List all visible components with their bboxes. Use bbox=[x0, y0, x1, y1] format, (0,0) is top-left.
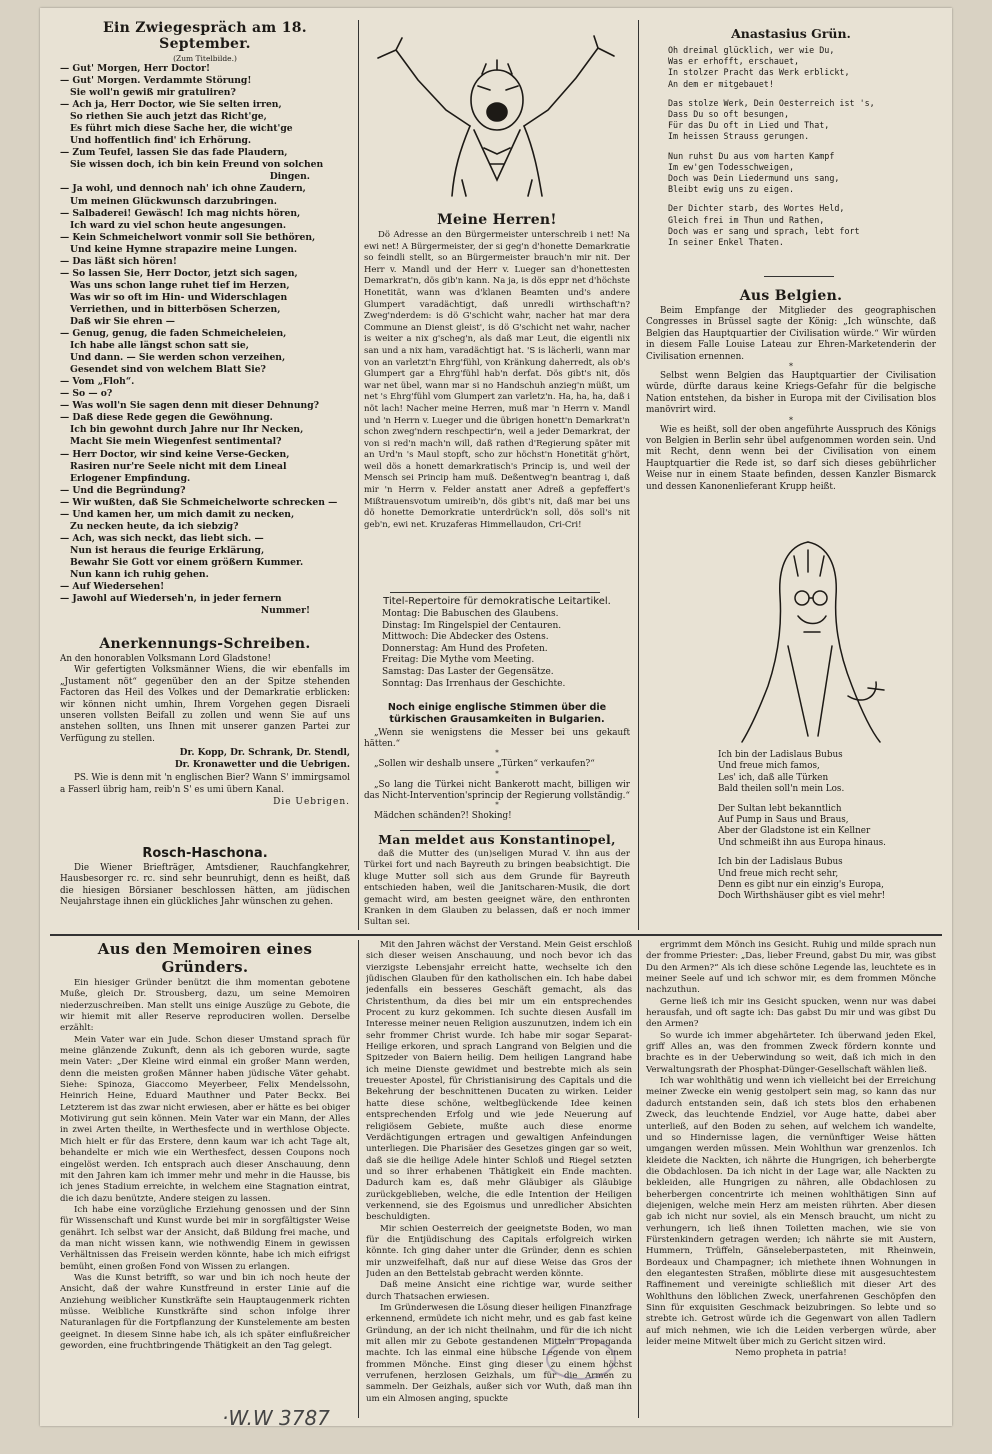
dialogue-line: — Auf Wiedersehen! bbox=[60, 581, 165, 593]
bubus-poem-line: Ich bin der Ladislaus Bubus bbox=[718, 750, 843, 760]
gruen-poem-line: In stolzer Pracht das Werk erblickt, bbox=[668, 67, 850, 78]
column-rule-1 bbox=[358, 20, 359, 930]
stimmen-asterisk: * bbox=[495, 801, 499, 810]
gruen-poem-line: An dem er mitgebauet! bbox=[668, 78, 774, 89]
herren-title: Meine Herren! bbox=[437, 212, 557, 228]
bubus-poem-line: Bald theilen soll'n mein Los. bbox=[718, 784, 845, 795]
dialogue-line: — Gut' Morgen, Herr Doctor! bbox=[60, 63, 210, 74]
dialogue-line: Verriethen, und in bitterbösen Scherzen, bbox=[70, 303, 281, 315]
dialogue-line: Was wir so oft im Hin- und Widerschlagen bbox=[70, 291, 288, 303]
repertoire-item: Montag: Die Babuschen des Glaubens. bbox=[382, 609, 559, 619]
bubus-article bbox=[646, 750, 936, 930]
dialogue-line: Gesendet sind von welchem Blatt Sie? bbox=[70, 364, 266, 376]
dialogue-subtitle: (Zum Titelbilde.) bbox=[173, 54, 237, 63]
bubus-poem-line: Auf Pump in Saus und Braus, bbox=[718, 815, 849, 826]
rosch-body: Die Wiener Briefträger, Amtsdiener, Rauchfangkehrer, Hausbesorger rc. rc. sind sehr beunruhigt, denn es heißt, daß die hiesigen Börsianer beschlossen hätten, am jüdischen Neujahrstage ihnen ein glückliches Jahr wünschen zu gehen. bbox=[60, 863, 350, 908]
anerkennung-title: Anerkennungs-Schreiben. bbox=[99, 636, 311, 652]
gruen-poem-stanza bbox=[668, 45, 936, 90]
dialogue-line: Dingen. bbox=[269, 171, 310, 183]
dialogue-line: Zu necken heute, da ich siebzig? bbox=[70, 520, 239, 532]
memoiren-paragraph: Ich war wohlthätig und wenn ich vielleicht bei der Erreichung meiner Zwecke ein wenig gestolpert sein mag, so kann das nur dadurch entstanden sein, daß ich stets blos den erhabenen Zweck, das leuchtende Endziel, vor Auge hatte, dabei aber unterließ, auf den Boden zu sehen, auf welchem ich wandelte, und so Hindernisse lagen, die vernünftiger Weise hätten umgangen werden müssen. Mein Wohlthun war grenzenlos. Ich kleidete die Nackten, ich nährte die Hungrigen, ich beherbergte die Obdachlosen. Da ich nicht in der Lage war, alle Nackten zu bekleiden, alle Hungrigen zu nähren, alle Obdachlosen zu beherbergen concentrirte ich meinen wohlthätigen Sinn auf diejenigen, welche mein Herz am meisten rührten. Aber diesen gab ich nicht nur soviel, als ein Mensch braucht, um nicht zu verhungern, ich ließ ihnen Toiletten machen, wie sie von Fürstenkindern getragen werden; ich nährte sie mit Austern, Hummern, Trüffeln, Gänseleberpasteten, mit Rheinwein, Bordeaux und Champagner; ich miethete ihnen Wohnungen in den elegantesten Straßen, möblirte diese mit ausgesuchtestem Raffinement und vereinigte schließlich mit dieser Art des Wohlthuns den löblichen Zweck, unerfahrenen Geschöpfen den Sinn für exquisiten Geschmack beizubringen. So lebte und so strebte ich. Getrost würde ich die Gegenwart von allen Tadlern auf mich nehmen, wie ich die Leiden verbergen würde, aber leider meine Mitwelt über mich zu Gericht sitzen wird. bbox=[646, 1076, 936, 1348]
dialogue-line: — Herr Doctor, wir sind keine Verse-Gecken, bbox=[60, 448, 290, 460]
rosch-title: Rosch-Haschona. bbox=[142, 846, 268, 861]
memoiren-paragraph: Was die Kunst betrifft, so war und bin ich noch heute der Ansicht, daß der wahre Kunstfreund in erster Linie auf die Anziehung weiblicher Kunstkräfte sein Hauptaugenmerk richten müsse. Weibliche Kunstkräfte sind schon infolge ihrer Naturanlagen für die Fortpflanzung der Kunstelemente am besten geeignet. In diesem Sinne habe ich, als ich später einflußreicher geworden, eine fruchtbringende Thätigkeit an den Tag gelegt. bbox=[60, 1272, 350, 1351]
call-number: ·W.W 3787 bbox=[222, 1406, 330, 1426]
gruen-poem-line: Im heissen Strauss gerungen. bbox=[668, 131, 810, 142]
gruen-poem-line: Dass Du so oft besungen, bbox=[668, 109, 790, 120]
repertoire-item: Freitag: Die Mythe vom Meeting. bbox=[382, 655, 535, 666]
anerkennung-ps: PS. Wie is denn mit 'n englischen Bier? Wann S' immirgsamol a Fasserl übrig ham, reib'n S' es umi übern Kanal. bbox=[60, 773, 350, 795]
column-rule-4 bbox=[638, 940, 639, 1418]
dialogue-line: Macht Sie mein Wiegenfest sentimental? bbox=[70, 436, 282, 448]
memoiren-paragraph: Nemo propheta in patria! bbox=[735, 1348, 847, 1359]
bubus-poem-line: Der Sultan lebt bekanntlich bbox=[718, 803, 842, 814]
dialogue-line: — Salbaderei! Gewäsch! Ich mag nichts hören, bbox=[60, 207, 301, 219]
dialogue-line: Ich bin gewohnt durch Jahre nur Ihr Necken, bbox=[70, 424, 304, 436]
cloaked-figure-illustration bbox=[728, 536, 898, 746]
belgien-title: Aus Belgien. bbox=[739, 288, 843, 304]
belgien-para-3: Wie es heißt, soll der oben angeführte Ausspruch des Königs von Belgien in Berlin sehr übel aufgenommen worden sein. Und mit Recht, denn wenn bei der Civilisation von einem Hauptquartier die Rede ist, so darf sich dieses gebührlicher Weise nur in einem Staate befinden, dessen Kanzler Bismarck und dessen Kanonenlieferant Krupp heißt. bbox=[646, 424, 936, 492]
bubus-poem-line: Les' ich, daß alle Türken bbox=[718, 772, 829, 783]
dialogue-line: — Gut' Morgen. Verdammte Störung! bbox=[60, 75, 252, 87]
dialogue-line: Nun kann ich ruhig gehen. bbox=[70, 568, 209, 580]
dialogue-line: Und keine Hymne strapazire meine Lungen. bbox=[70, 243, 298, 255]
dialogue-line: Was uns schon lange ruhet tief im Herzen, bbox=[70, 279, 290, 291]
stimmen-title: Noch einige englische Stimmen über die türkischen Grausamkeiten in Bulgarien. bbox=[387, 702, 607, 725]
memoiren-paragraph: ergrimmt dem Mönch ins Gesicht. Ruhig und milde sprach nun der fromme Priester: „Das, lieber Freund, gabst Du mir, was gibst Du den Armen?“ Als ich diese schöne Legende las, leuchtete es in meiner Seele auf und ich schwor mir, es dem frommen Mönche nachzuthun. bbox=[646, 940, 936, 996]
dialogue-line: — So — o? bbox=[60, 388, 113, 400]
dialogue-column bbox=[60, 20, 350, 632]
herren-article bbox=[364, 212, 630, 588]
rosch-article bbox=[60, 846, 350, 926]
memoiren-paragraph: So wurde ich immer abgehärteter. Ich überwand jeden Ekel, griff Alles an, was den frommen Zweck fördern konnte und brachte es in der Ueberwindung so weit, daß ich mich in den Verwaltungsrath der Phosphat-Dünger-Gesellschaft wählen ließ. bbox=[646, 1030, 936, 1075]
gruen-poem-line: Nun ruhst Du aus vom harten Kampf bbox=[668, 150, 835, 161]
gruen-poem-line: Für das Du oft in Lied und That, bbox=[668, 120, 830, 131]
memoiren-paragraph: Mir schien Oesterreich der geeignetste Boden, wo man für die Entjüdischung des Capitals erfolgreich wirken könnte. Ich ging daher unter die Gründer, denn es schien mir unzweifelhaft, daß nur auf diese Weise das Gros der Juden an den Bettelstab gebracht werden könnte. bbox=[366, 1223, 632, 1279]
anerkennung-salutation: An den honorablen Volksmann Lord Gladstone! bbox=[60, 654, 272, 664]
dialogue-line: — Ach, was sich neckt, das liebt sich. — bbox=[60, 532, 264, 544]
dialogue-line: — Wir wußten, daß Sie Schmeichelworte schrecken — bbox=[60, 496, 338, 508]
stimmen-quote: „So lang die Türkei nicht Bankerott macht, billigen wir das Nicht-Intervention'sprincip der Regierung vollständig.“ bbox=[364, 779, 630, 801]
gruen-poem-line: Der Dichter starb, des Wortes Held, bbox=[668, 203, 845, 214]
dialogue-line: Rasiren nur're Seele nicht mit dem Lineal bbox=[70, 460, 287, 472]
anerkennung-ps-signature: Die Uebrigen. bbox=[273, 797, 350, 808]
rule-herren bbox=[390, 592, 600, 593]
dialogue-line: Es führt mich diese Sache her, die wicht'ge bbox=[70, 123, 293, 135]
memoiren-title: Aus den Memoiren eines Gründers. bbox=[97, 940, 313, 976]
dialogue-line: — Und die Begründung? bbox=[60, 484, 186, 496]
gruen-poem-line: Gleich frei im Thun und Rathen, bbox=[668, 214, 825, 225]
konstantinopel-body: daß die Mutter des (un)seligen Murad V. ihn aus der Türkei fort und nach Bayreuth zu bringen beabsichtigt. Die kluge Mutter soll sich aus dem Grunde für Bayreuth entschieden haben, weil die Janitscharen-Musik, die dort gemacht wird, am besten geeignet wäre, den enthronten Kranken in dem Glauben zu belassen, daß er noch immer Sultan sei. bbox=[364, 849, 630, 928]
memoiren-paragraph: Mein Vater war ein Jude. Schon dieser Umstand sprach für meine glänzende Zukunft, denn als ich geboren wurde, sagte mein Vater: „Der Kleine wird einmal ein großer Mann werden, denn die meisten großen Männer haben jüdische Väter gehabt. Siehe: Spinoza, Giaccomo Meyerbeer, Felix Mendelssohn, Heinrich Heine, Eduard Mauthner und Pater Beckx. Bei Letzterem ist das zwar nicht erwiesen, aber er hätte es bei obiger Motivirung gut sein können. Mein Vater war ein Mann, der Alles in zwei Arten theilte, in Werthesfecte und in werthlose Objecte. Mich hielt er für das Erstere, denn kaum war ich acht Tage alt, behandelte er mich wie ein Werthesfect, dessen Coupons noch eingelöst werden. Ich entsprach auch dieser Anschauung, denn mit den Jahren kam ich immer mehr und mehr in die Hausse, bis ich jenes Stadium erreichte, in welchem eine Stagnation eintrat, die ich dazu benützte, Andere steigen zu lassen. bbox=[60, 1034, 350, 1204]
dialogue-line: Daß wir Sie ehren — bbox=[70, 315, 175, 327]
gruen-title: Anastasius Grün. bbox=[731, 26, 851, 41]
bubus-poem-line: Und schmeißt ihn aus Europa hinaus. bbox=[718, 837, 886, 848]
stimmen-quotes bbox=[364, 728, 630, 822]
rule-gruen bbox=[764, 276, 834, 277]
memoiren-paragraph: Ich habe eine vorzügliche Erziehung genossen und der Sinn für Wissenschaft und Kunst wurde bei mir in sorgfältigster Weise genährt. Ich selbst war der Ansicht, daß Bildung frei mache, und da man nicht wissen kann, wie nothwendig Einem in gewissen Verhältnissen das Freisein werden könnte, habe ich mich eifrigst bemüht, einen großen Fond von Wissen zu erlangen. bbox=[60, 1204, 350, 1272]
dialogue-line: Sie wissen doch, ich bin kein Freund von solchen bbox=[70, 159, 324, 171]
dialogue-line: — Was woll'n Sie sagen denn mit dieser Dehnung? bbox=[60, 400, 320, 412]
bubus-poem-line: Und freue mich famos, bbox=[718, 761, 820, 772]
stimmen-quote: Mädchen schänden?! Shoking! bbox=[374, 811, 512, 822]
dialogue-line: Und hoffentlich find' ich Erhörung. bbox=[70, 135, 252, 147]
rule-stimmen bbox=[400, 830, 590, 831]
memoiren-col1 bbox=[60, 940, 350, 1420]
repertoire-item: Sonntag: Das Irrenhaus der Geschichte. bbox=[382, 678, 566, 689]
memoiren-paragraph: Mit den Jahren wächst der Verstand. Mein Geist erschloß sich dieser weisen Anschauung, und noch bevor ich das vierzigste Lebensjahr erreicht hatte, wechselte ich den jüdischen Glauben für den katholischen ein. Ich habe dabei jedenfalls ein besseres Geschäft gemacht, als das Christenthum, da dies bei mir um ein entsprechendes Procent zu kurz gekommen. Ich suchte diesen Ausfall im Interesse meiner neuen Religion auszunutzen, indem ich ein sehr frommer Christ wurde. Ich habe mir sogar Separat-Heilige erkoren, und sprach Langrand von Belgien und die Spitzeder von Baiern heilig. Dem heiligen Langrand habe ich meine Dienste gewidmet und bestrebte mich als sein treuester Apostel, für Christianisirung des Capitals und die Bekehrung der beschnittenen Ducaten zu wirken. Leider hatte diese schöne, weltbeglückende Idee keinen entsprechenden Erfolg und wie jede Neuerung auf religiösem Gebiete, mußte auch diese enorme Verdächtigungen ertragen und gewaltigen Anfeindungen unterliegen. Die Pharisäer des Gesetzes gingen gar so weit, daß sie die heilige Adele hinter Schloß und Riegel setzten und so ihrer erhabenen Thätigkeit ein Ende machten. Dadurch kam es, daß mehr Gläubiger als Gläubige zurückgeblieben, welche, die edle Intention der Heiligen verkennend, sie des Egoismus und unredlicher Absichten beschuldigten. bbox=[366, 940, 632, 1223]
memoiren-paragraph: Ein hiesiger Gründer benützt die ihm momentan gebotene Muße, gleich Dr. Strousberg, dazu, um seine Memoiren niederzuschreiben. Man stellt uns einige Auszüge zu Gebote, die wir hiemit mit aller Reserve reproduciren wollen. Derselbe erzählt: bbox=[60, 978, 350, 1034]
gruen-article bbox=[646, 26, 936, 278]
herren-body: Dö Adresse an den Bürgermeister unterschreib i net! Na ewi net! A Bürgermeister, der si geg'n d'honette Demarkratie so feindli stellt, so an Bürgermeister brauch'n mir nit. Der Herr v. Mandl und der Herr v. Lueger san d'honettesten Demarkrat'n, dös gib'n kann. Na ja, is dös eppr net d'höchste Honetität, wann was d'klanen Beamten und's andere Glumpert varadächtigt, daß unredli wirthschaft'n? Zweg'nderdem: is dö G'schicht wahr, nacher hat mar dera Commune an Dienst gleist', is dö G'schicht net wahr, nacher is weiter a nix g'scheg'n, als daß mar Leut, die eigentli nix san und a nix ham, varadächtigt hat. 'S is lächerli, wann mar von an varletzt'n Ehrg'fühl, von Kränkung daherredt, als ob's Glumpert gar a Ehrg'fühl hab'n derfat. Dös gibt's nit, dös war net übel, wann mar si no Handschuh anzieg'n müßt, um net 's Ehrg'fühl vom Glumpert zan varletz'n. Ha, ha, ha, daß i nöt lach! Nacher meine Herren, muß mar 'n Herrn v. Mandl und 'n Herrn v. Lueger und die übrigen honett'n Demarkrat'n schon zweg'ndern reschpectir'n, weil a jeder Demarkrat, der von si red'n mach'n will, daß rathen d'Regierung später mit an Urd'n 's Maul stopft, scho zur höchst'n Honetität g'hört, weil dös a honett demarkratisch's Princip is, und weil der Mensch sei Princip ham muß. Deßentweg'n beantrag i, daß mir 'n Herrn v. Felder anstatt aner Adreß a gepfeffert's Mißtrauensvotum umireib'n, dös gibt's nit, daß mar bei uns dö honette Demorkratie unterdrück'n soll, dös soll's nit geb'n, ewi net. Kruzaferas Himmellaudon, Cri-Cri! bbox=[364, 230, 630, 530]
bubus-poem-line: Aber der Gladstone ist ein Kellner bbox=[718, 826, 871, 837]
dialogue-line: So riethen Sie auch jetzt das Richt'ge, bbox=[70, 111, 267, 123]
dialogue-line: — Das läßt sich hören! bbox=[60, 255, 177, 267]
konstantinopel-title: Man meldet aus Konstantinopel, bbox=[378, 832, 616, 847]
gruen-poem-line: Was er erhofft, erschauet, bbox=[668, 56, 800, 67]
belgien-asterisk-1: * bbox=[789, 362, 793, 372]
stimmen-asterisk: * bbox=[495, 769, 499, 778]
dialogue-line: Nun ist heraus die feurige Erklärung, bbox=[70, 544, 265, 556]
gruen-poem-line: Doch was er sang und sprach, lebt fort bbox=[668, 225, 860, 236]
stimmen-article bbox=[364, 702, 630, 828]
repertoire-title: Titel-Repertoire für demokratische Leitartikel. bbox=[383, 596, 611, 607]
shouting-man-illustration bbox=[366, 30, 628, 200]
gruen-poem-line: In seiner Enkel Thaten. bbox=[668, 237, 784, 248]
memoiren-paragraph: Daß meine Ansicht eine richtige war, wurde seither durch Thatsachen erwiesen. bbox=[366, 1280, 632, 1302]
gruen-poem-line: Im ew'gen Todesschweigen, bbox=[668, 161, 795, 172]
repertoire-item: Donnerstag: Am Hund des Profeten. bbox=[382, 643, 548, 654]
repertoire-item: Mittwoch: Die Abdecker des Ostens. bbox=[382, 632, 549, 643]
dialogue-line: — Ja wohl, und dennoch nah' ich ohne Zaudern, bbox=[60, 183, 306, 195]
gruen-poem-stanza bbox=[668, 203, 936, 248]
dialogue-line: — Vom „Floh“. bbox=[60, 376, 135, 388]
dialogue-line: — Jawohl auf Wiederseh'n, in jeder fernern bbox=[60, 593, 282, 605]
dialogue-line: — Kein Schmeichelwort vonmir soll Sie bethören, bbox=[60, 231, 316, 243]
column-rule-3 bbox=[358, 940, 359, 1418]
repertoire-article bbox=[364, 596, 630, 698]
anerkennung-body: Wir gefertigten Volksmänner Wiens, die wir ebenfalls im „Justament nöt“ gegenüber den an der Spitze stehenden Factoren das Heil des Volkes und der Demarkratie erblicken: wir können nicht umhin, Ihrem Vorgehen gegen Disraeli unseren vollsten Beifall zu zollen und wenn Sie auf uns anstehen sollten, uns Ihnen mit unserer ganzen Partei zur Verfügung zu stellen. bbox=[60, 665, 350, 744]
gruen-poem-stanza bbox=[668, 98, 936, 143]
dialogue-line: Ich habe alle längst schon satt sie, bbox=[70, 340, 249, 352]
rule-horizontal-main bbox=[50, 934, 942, 936]
bubus-poem-stanza bbox=[718, 804, 936, 850]
dialogue-line: Und dann. — Sie werden schon verzeihen, bbox=[70, 352, 286, 364]
memoiren-col3 bbox=[646, 940, 936, 1420]
library-stamp bbox=[546, 1338, 616, 1380]
konstantinopel-article bbox=[364, 832, 630, 928]
gruen-poem-line: Bleibt ewig uns zu eigen. bbox=[668, 184, 795, 195]
gruen-poem bbox=[646, 43, 936, 248]
repertoire-list bbox=[364, 609, 630, 690]
dialogue-line: Bewahr Sie Gott vor einem größern Kummer. bbox=[70, 556, 304, 568]
bubus-poem-line: Und freue mich recht sehr, bbox=[718, 868, 839, 879]
stimmen-quote: „Sollen wir deshalb unsere „Türken“ verkaufen?“ bbox=[374, 759, 595, 770]
dialogue-line: — Und kamen her, um mich damit zu necken, bbox=[60, 508, 295, 520]
anerkennung-signers-2: Dr. Kronawetter und die Uebrigen. bbox=[174, 760, 350, 771]
dialogue-line: — Daß diese Rede gegen die Gewöhnung. bbox=[60, 412, 273, 424]
bubus-poem bbox=[646, 750, 936, 903]
bubus-poem-line: Doch Wirthshäuser gibt es viel mehr! bbox=[718, 891, 886, 902]
belgien-para-1: Beim Empfange der Mitglieder des geographischen Congresses in Brüssel sagte der König: „Ich wünschte, daß Belgien das Hauptquartier der Civilisation würde.“ Wir würden in diesem Falle Louise Lateau zur Ehren-Marketenderin der Civilisation ernennen. bbox=[646, 306, 936, 362]
bubus-poem-line: Ich bin der Ladislaus Bubus bbox=[718, 857, 843, 868]
bubus-poem-line: Denn es gibt nur ein einzig's Europa, bbox=[718, 880, 884, 891]
gruen-poem-stanza bbox=[668, 151, 936, 196]
belgien-asterisk-2: * bbox=[789, 415, 793, 425]
repertoire-item: Samstag: Das Laster der Gegensätze. bbox=[382, 666, 554, 677]
stimmen-quote: „Wenn sie wenigstens die Messer bei uns gekauft hätten.“ bbox=[364, 728, 630, 750]
gruen-poem-line: Oh dreimal glücklich, wer wie Du, bbox=[668, 45, 835, 55]
anerkennung-article bbox=[60, 636, 350, 846]
dialogue-line: — Zum Teufel, lassen Sie das fade Plaudern, bbox=[60, 147, 288, 159]
column-rule-2 bbox=[638, 20, 639, 930]
dialogue-lines bbox=[60, 63, 350, 617]
bubus-poem-stanza bbox=[718, 750, 936, 796]
belgien-para-2: Selbst wenn Belgien das Hauptquartier der Civilisation würde, dürfte daraus keine Kriegs-Gefahr für die belgische Nation entstehen, da bisher in Europa mit der Civilisation blos manövrirt wird. bbox=[646, 371, 936, 416]
dialogue-line: Nummer! bbox=[260, 605, 310, 617]
dialogue-title: Ein Zwiegespräch am 18. September. bbox=[103, 20, 307, 52]
dialogue-line: — So lassen Sie, Herr Doctor, jetzt sich sagen, bbox=[60, 267, 298, 279]
dialogue-line: Ich ward zu viel schon heute angesungen. bbox=[70, 219, 287, 231]
dialogue-line: Sie woll'n gewiß mir gratuliren? bbox=[70, 87, 236, 99]
dialogue-line: Um meinen Glückwunsch darzubringen. bbox=[70, 195, 277, 207]
belgien-article bbox=[646, 288, 936, 538]
memoiren-paragraph: Gerne ließ ich mir ins Gesicht spucken, wenn nur was dabei herausfah, und oft sagte ich: Das gabst Du mir und was gibst Du den Armen? bbox=[646, 996, 936, 1030]
memoiren-paragraph: Im Gründerwesen die Lösung dieser heiligen Finanzfrage erkennend, ermüdete ich nicht mehr, und es gab fast keine Gründung, an der ich nicht theilnahm, und für die ich nicht mit allen mir zu Gebote gestandenen Mitteln Propaganda machte. Ich las einmal eine hübsche Legende von einem frommen Mönche. Einst ging dieser zu einem höchst verrufenen, herzlosen Geizhals, um für die Armen zu sammeln. Der Geizhals, außer sich vor Wuth, daß man ihn um ein Almosen anging, spuckte bbox=[366, 1303, 632, 1404]
dialogue-line: — Ach ja, Herr Doctor, wie Sie selten irren, bbox=[60, 99, 282, 111]
repertoire-item: Dinstag: Im Ringelspiel der Centauren. bbox=[382, 620, 562, 631]
gruen-poem-line: Das stolze Werk, Dein Oesterreich ist 's, bbox=[668, 97, 875, 108]
stimmen-asterisk: * bbox=[495, 749, 499, 758]
gruen-poem-line: Doch was Dein Liedermund uns sang, bbox=[668, 173, 840, 184]
anerkennung-signers-1: Dr. Kopp, Dr. Schrank, Dr. Stendl, bbox=[179, 748, 350, 759]
newspaper-page bbox=[40, 8, 952, 1426]
bubus-poem-stanza bbox=[718, 857, 936, 903]
dialogue-line: Erlogener Empfindung. bbox=[70, 472, 191, 484]
dialogue-line: — Genug, genug, die faden Schmeicheleien, bbox=[60, 328, 287, 340]
